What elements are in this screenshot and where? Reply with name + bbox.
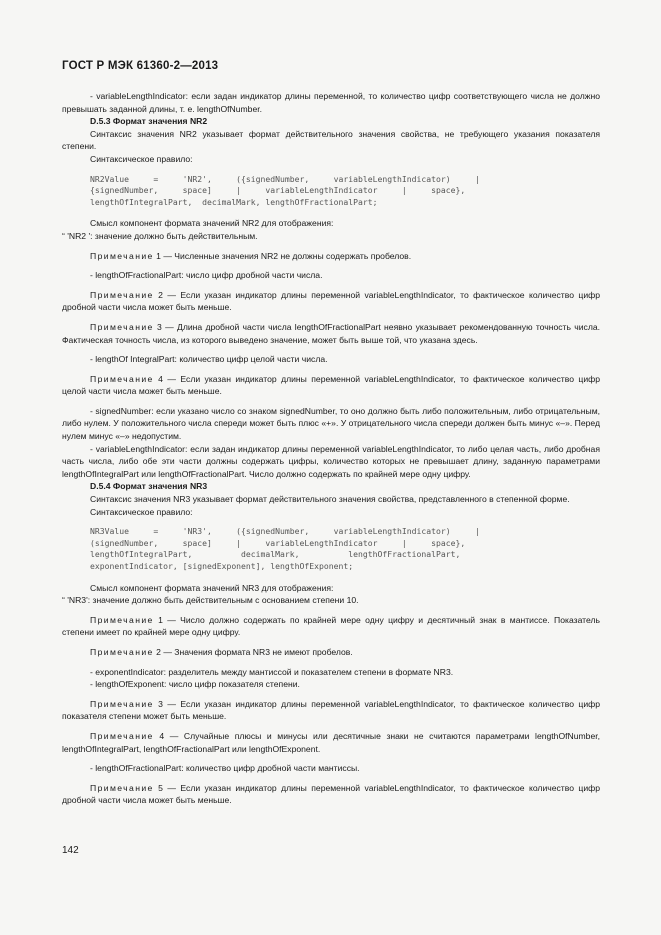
- paragraph: Смысл компонент формата значений NR3 для отображения:: [90, 582, 334, 593]
- note-label: Примечание: [90, 289, 154, 300]
- note-number: 2: [156, 646, 161, 657]
- paragraph: - lengthOfFractionalPart: количество цифр дробной части мантиссы.: [90, 763, 360, 774]
- note: [62, 782, 600, 807]
- note: [62, 250, 600, 263]
- note-label: Примечание: [90, 373, 154, 384]
- section-heading: D.5.4 Формат значения NR3: [90, 481, 208, 492]
- paragraph: Синтаксис значения NR2 указывает формат действительного значения свойства, не требующего указания показателя степени.: [62, 128, 600, 152]
- paragraph: Синтаксическое правило:: [90, 506, 193, 517]
- paragraph: - lengthOf IntegralPart: количество цифр целой части числа.: [90, 354, 328, 365]
- note-number: 1: [158, 614, 163, 625]
- note-label: Примечание: [90, 321, 154, 332]
- note: [62, 698, 600, 723]
- note-text: — Если указан индикатор длины переменной variableLengthIndicator, то фактическое количество цифр дробной части числа может быть меньше.: [62, 289, 600, 313]
- page-body: [62, 90, 600, 807]
- note-number: 3: [157, 321, 162, 332]
- paragraph: - lengthOfFractionalPart: число цифр дробной части числа.: [90, 270, 323, 281]
- note-number: 2: [158, 289, 163, 300]
- note-label: Примечание: [90, 730, 154, 741]
- note-text: — Если указан индикатор длины переменной variableLengthIndicator, то фактическое количество цифр показателя степени может быть меньше.: [62, 698, 600, 722]
- paragraph: - signedNumber: если указано число со знаком signedNumber, то оно должно быть либо положительным, либо отрицательным, либо нулем. У положительного числа спереди может быть плюс «+». У отрицательного числа спереди должен быть минус «–». Перед нулем минус «–» недопустим.: [62, 405, 600, 442]
- paragraph: Синтаксис значения NR3 указывает формат действительного значения свойства, представленного в степенной форме.: [90, 494, 570, 505]
- note-number: 3: [158, 698, 163, 709]
- note-text: — Численные значения NR2 не должны содержать пробелов.: [163, 250, 412, 261]
- syntax-rule-nr3: NR3Value = 'NR3', ({signedNumber, variableLengthIndicator) | (signedNumber, space] | variableLengthIndicator | space}, lengthOfIntegralPart, decimalMark, lengthOfFractionalPart, exponentIndicator, [signedExponent], lengthOfExponent;: [90, 526, 480, 571]
- note-text: — Если указан индикатор длины переменной variableLengthIndicator, то фактическое количество цифр целой части числа может быть меньше.: [62, 373, 600, 397]
- note-number: 4: [158, 373, 163, 384]
- note-label: Примечание: [90, 782, 154, 793]
- paragraph: Синтаксическое правило:: [90, 153, 193, 164]
- paragraph: - variableLengthIndicator: если задан индикатор длины переменной variableLengthIndicator, то либо целая часть, либо дробная часть числа, либо обе эти части должны содержать цифры, количество которых не превышает длину, заданную параметрами lengthOfIntegralPart или lengthOfFractionalPart. Число должно содержать по крайней мере одну цифру.: [62, 443, 600, 479]
- note: [62, 289, 600, 314]
- syntax-rule-nr2: NR2Value = 'NR2', ({signedNumber, variableLengthIndicator) | {signedNumber, space] | variableLengthIndicator | space}, lengthOfIntegralPart, decimalMark, lengthOfFractionalPart;: [90, 173, 480, 207]
- note: [62, 646, 600, 659]
- paragraph: - lengthOfExponent: число цифр показателя степени.: [90, 679, 300, 690]
- page-number: 142: [62, 845, 79, 856]
- note-text: — Значения формата NR3 не имеют пробелов.: [163, 646, 353, 657]
- note-text: — Число должно содержать по крайней мере одну цифру и десятичный знак в мантиссе. Показатель степени имеет по крайней мере одну цифру.: [62, 614, 600, 638]
- note: [62, 730, 600, 755]
- note-label: Примечание: [90, 698, 154, 709]
- note-label: Примечание: [90, 614, 154, 625]
- document-header: ГОСТ Р МЭК 61360-2—2013: [62, 60, 219, 72]
- section-heading: D.5.3 Формат значения NR2: [90, 116, 208, 127]
- note-label: Примечание: [90, 646, 154, 657]
- paragraph: Смысл компонент формата значений NR2 для отображения:: [90, 218, 334, 229]
- note-number: 1: [156, 250, 161, 261]
- note: [62, 614, 600, 639]
- note-label: Примечание: [90, 250, 154, 261]
- note-number: 5: [158, 782, 163, 793]
- paragraph: - exponentIndicator: разделитель между мантиссой и показателем степени в формате NR3.: [90, 666, 454, 677]
- note-number: 4: [159, 730, 165, 741]
- note-text: — Если указан индикатор длины переменной variableLengthIndicator, то фактическое количество цифр дробной части числа может быть меньше.: [62, 782, 600, 806]
- paragraph: “ 'NR2 ': значение должно быть действительным.: [62, 230, 258, 241]
- note-text: — Случайные плюсы и минусы или десятичные знаки не считаются параметрами lengthOfNumber, lengthOfIntegralPart, lengthOfFractionalPart или lengthOfExponent.: [62, 730, 601, 754]
- note: [62, 321, 600, 346]
- note-text: — Длина дробной части числа lengthOfFractionalPart неявно указывает рекомендованную точность числа. Фактическая точность числа, из которого выведено значение, может быть выше той, что указана здесь.: [62, 321, 601, 345]
- note: [62, 373, 600, 398]
- paragraph: “ 'NR3': значение должно быть действительным с основанием степени 10.: [62, 595, 359, 606]
- paragraph: - variableLengthIndicator: если задан индикатор длины переменной, то количество цифр соответствующего числа не должно превышать заданной длины, т. е. lengthOfNumber.: [62, 91, 600, 114]
